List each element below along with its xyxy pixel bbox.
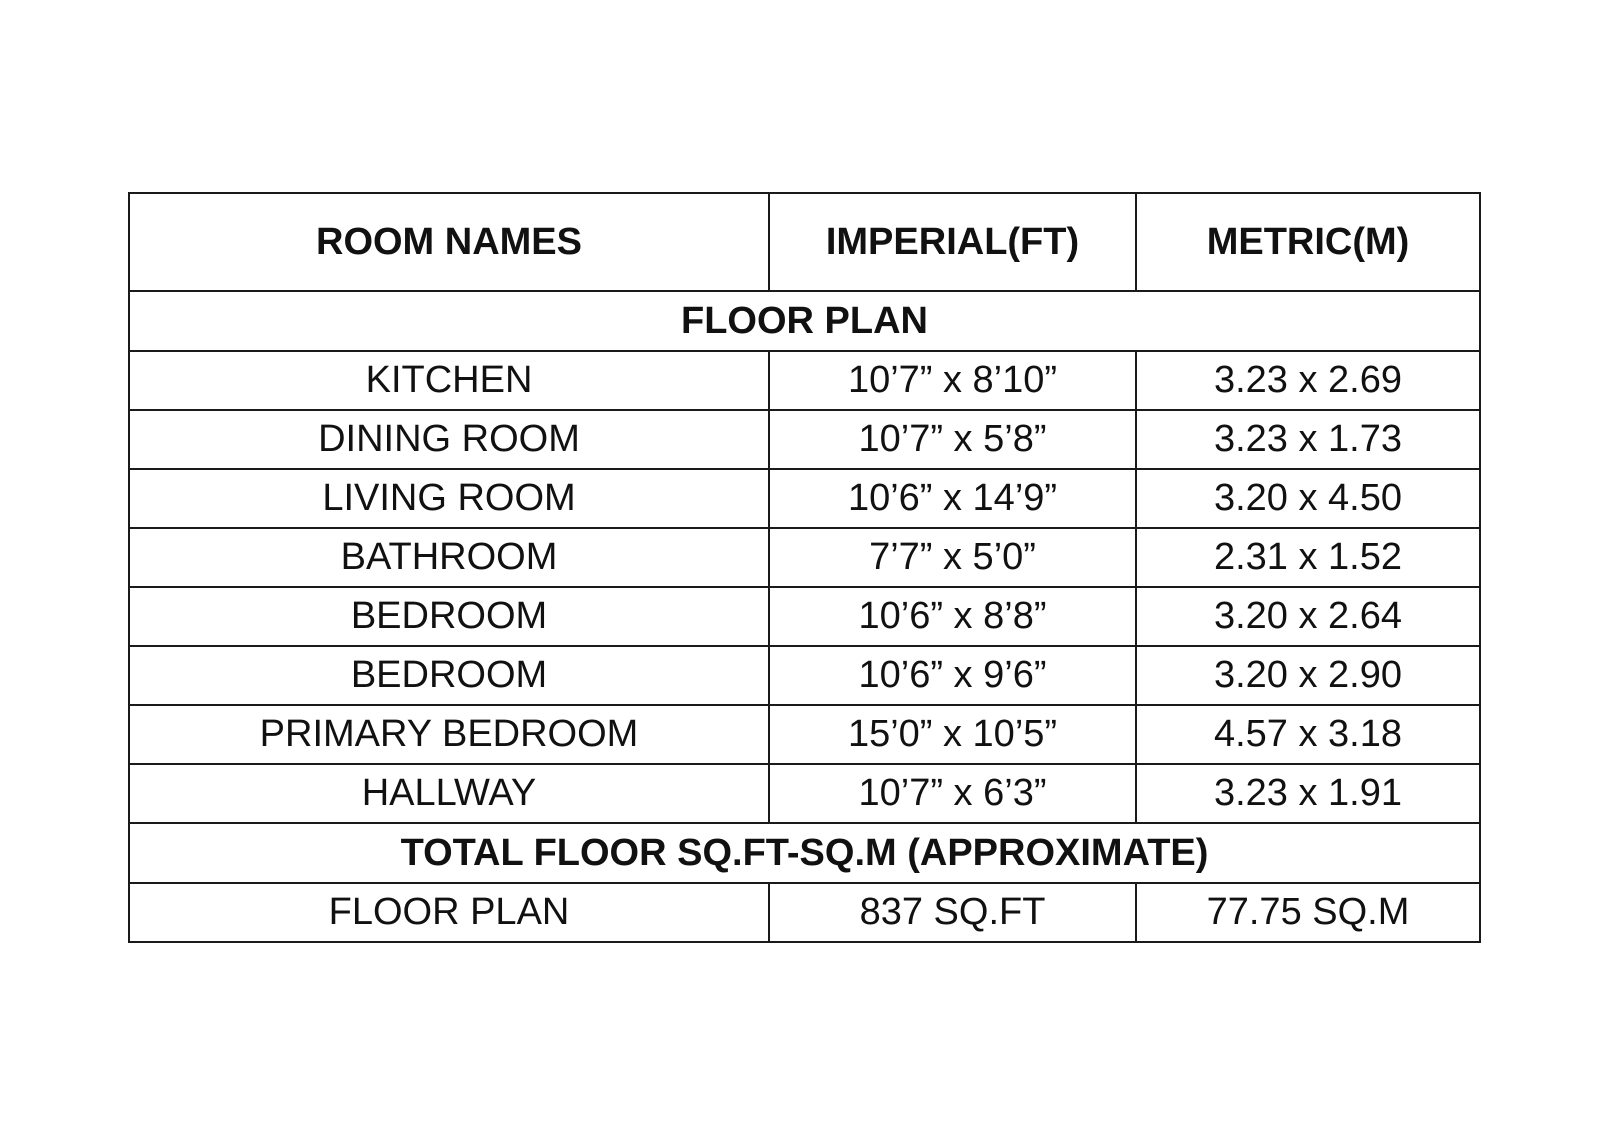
room-name-cell: KITCHEN <box>129 351 769 410</box>
metric-cell: 2.31 x 1.52 <box>1136 528 1480 587</box>
table-row <box>129 528 1480 587</box>
metric-cell: 3.23 x 1.73 <box>1136 410 1480 469</box>
room-name-cell: PRIMARY BEDROOM <box>129 705 769 764</box>
section-title-floor-plan: FLOOR PLAN <box>129 291 1480 351</box>
header-metric: METRIC(M) <box>1136 193 1480 291</box>
metric-cell: 3.23 x 2.69 <box>1136 351 1480 410</box>
imperial-cell: 10’6” x 9’6” <box>769 646 1136 705</box>
room-name-cell: BEDROOM <box>129 646 769 705</box>
total-imperial-cell: 837 SQ.FT <box>769 883 1136 942</box>
table-row <box>129 469 1480 528</box>
table-row <box>129 646 1480 705</box>
table-header-row <box>129 193 1480 291</box>
total-row <box>129 883 1480 942</box>
metric-cell: 3.20 x 2.64 <box>1136 587 1480 646</box>
header-room-names: ROOM NAMES <box>129 193 769 291</box>
section-row-floor-plan <box>129 291 1480 351</box>
metric-cell: 4.57 x 3.18 <box>1136 705 1480 764</box>
room-dimensions-table <box>128 192 1481 943</box>
table-row <box>129 587 1480 646</box>
section-title-total: TOTAL FLOOR SQ.FT-SQ.M (APPROXIMATE) <box>129 823 1480 883</box>
metric-cell: 3.20 x 2.90 <box>1136 646 1480 705</box>
imperial-cell: 10’6” x 14’9” <box>769 469 1136 528</box>
total-metric-cell: 77.75 SQ.M <box>1136 883 1480 942</box>
imperial-cell: 10’7” x 6’3” <box>769 764 1136 823</box>
metric-cell: 3.23 x 1.91 <box>1136 764 1480 823</box>
room-name-cell: LIVING ROOM <box>129 469 769 528</box>
imperial-cell: 10’7” x 8’10” <box>769 351 1136 410</box>
total-name-cell: FLOOR PLAN <box>129 883 769 942</box>
section-row-total <box>129 823 1480 883</box>
room-name-cell: HALLWAY <box>129 764 769 823</box>
imperial-cell: 10’6” x 8’8” <box>769 587 1136 646</box>
table-row <box>129 764 1480 823</box>
imperial-cell: 7’7” x 5’0” <box>769 528 1136 587</box>
imperial-cell: 15’0” x 10’5” <box>769 705 1136 764</box>
table-row <box>129 705 1480 764</box>
imperial-cell: 10’7” x 5’8” <box>769 410 1136 469</box>
header-imperial: IMPERIAL(FT) <box>769 193 1136 291</box>
room-name-cell: DINING ROOM <box>129 410 769 469</box>
table-row <box>129 351 1480 410</box>
room-name-cell: BATHROOM <box>129 528 769 587</box>
metric-cell: 3.20 x 4.50 <box>1136 469 1480 528</box>
room-name-cell: BEDROOM <box>129 587 769 646</box>
table-row <box>129 410 1480 469</box>
